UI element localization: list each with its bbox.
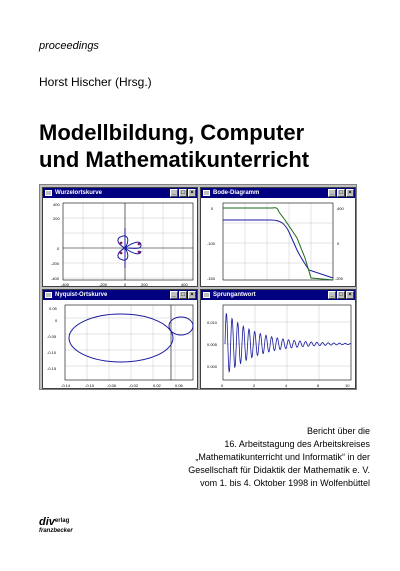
window-buttons (170, 291, 196, 299)
window-buttons (170, 189, 196, 197)
svg-text:-0.10: -0.10 (85, 383, 95, 388)
svg-text:0: 0 (124, 282, 127, 287)
svg-text:-200: -200 (99, 282, 108, 287)
step-response-curve (225, 314, 351, 372)
close-icon: × (188, 291, 196, 299)
maximize-icon: □ (179, 291, 187, 299)
svg-text:2: 2 (253, 383, 256, 388)
step-response-titlebar (201, 290, 355, 300)
report-line-2: 16. Arbeitstagung des Arbeitskreises (224, 439, 370, 449)
svg-text:0: 0 (211, 206, 214, 211)
svg-text:0.005: 0.005 (207, 342, 218, 347)
svg-text:0.05: 0.05 (49, 306, 57, 311)
step-response-title: Sprungantwort (213, 292, 256, 298)
window-buttons (328, 291, 354, 299)
svg-text:-150: -150 (207, 276, 216, 281)
minimize-icon: _ (170, 189, 178, 197)
svg-text:0: 0 (55, 318, 58, 323)
report-line-4: Gesellschaft für Didaktik der Mathematik e. V. (188, 465, 370, 475)
svg-text:8: 8 (317, 383, 320, 388)
nyquist-plot (43, 300, 198, 389)
svg-text:-400: -400 (51, 276, 60, 281)
bode-plot (201, 198, 356, 287)
svg-text:0: 0 (57, 246, 60, 251)
svg-text:-400: -400 (61, 282, 70, 287)
window-buttons (328, 189, 354, 197)
logo-second: franzbecker (39, 528, 73, 534)
svg-text:-200: -200 (335, 276, 344, 281)
report-line-5: vom 1. bis 4. Oktober 1998 in Wolfenbüttel (200, 478, 370, 488)
nyquist-window (42, 289, 198, 389)
window-icon (45, 292, 52, 298)
svg-text:-0.15: -0.15 (47, 366, 57, 371)
svg-text:0.02: 0.02 (153, 383, 161, 388)
svg-text:400: 400 (181, 282, 188, 287)
nyquist-titlebar (43, 290, 197, 300)
nyquist-title: Nyquist-Ortskurve (55, 292, 108, 298)
book-title-line-2: und Mathematikunterricht (39, 147, 310, 172)
book-title-line-1: Modellbildung, Computer (39, 120, 305, 145)
close-icon: × (188, 189, 196, 197)
report-line-3: „Mathematikunterricht und Informatik“ in der (195, 452, 370, 462)
series-label: proceedings (39, 40, 99, 52)
root-locus-plot (43, 198, 198, 287)
svg-text:200: 200 (53, 216, 60, 221)
svg-text:0.010: 0.010 (207, 320, 218, 325)
window-icon (203, 190, 210, 196)
minimize-icon: _ (328, 291, 336, 299)
root-locus-window (42, 187, 198, 287)
publisher-logo (39, 512, 73, 534)
svg-text:-0.05: -0.05 (47, 334, 57, 339)
bode-window (200, 187, 356, 287)
editor-name: Horst Hischer (Hrsg.) (39, 75, 152, 89)
bode-titlebar (201, 188, 355, 198)
minimize-icon: _ (328, 189, 336, 197)
svg-text:0: 0 (221, 383, 224, 388)
svg-text:0: 0 (337, 241, 340, 246)
svg-text:-0.14: -0.14 (61, 383, 71, 388)
svg-text:-100: -100 (207, 241, 216, 246)
close-icon: × (346, 189, 354, 197)
svg-text:-0.06: -0.06 (107, 383, 117, 388)
screenshot-collage (39, 184, 357, 390)
minimize-icon: _ (170, 291, 178, 299)
window-icon (45, 190, 52, 196)
svg-text:0.06: 0.06 (175, 383, 183, 388)
step-response-plot (201, 300, 356, 389)
close-icon: × (346, 291, 354, 299)
svg-text:-0.02: -0.02 (129, 383, 139, 388)
svg-text:400: 400 (53, 202, 60, 207)
svg-text:-0.10: -0.10 (47, 350, 57, 355)
root-locus-title: Wurzelortskurve (55, 190, 102, 196)
svg-text:200: 200 (141, 282, 148, 287)
report-line-1: Bericht über die (306, 426, 370, 436)
svg-text:10: 10 (345, 383, 350, 388)
svg-text:0.000: 0.000 (207, 364, 218, 369)
maximize-icon: □ (337, 291, 345, 299)
root-locus-titlebar (43, 188, 197, 198)
svg-text:400: 400 (337, 206, 344, 211)
book-title (39, 119, 379, 173)
bode-title: Bode-Diagramm (213, 190, 260, 196)
svg-text:-200: -200 (51, 261, 60, 266)
maximize-icon: □ (337, 189, 345, 197)
report-text (160, 425, 370, 490)
svg-text:4: 4 (285, 383, 288, 388)
logo-sub: erlag (54, 518, 70, 524)
window-icon (203, 292, 210, 298)
step-response-window (200, 289, 356, 389)
logo-main: div (39, 516, 55, 528)
maximize-icon: □ (179, 189, 187, 197)
